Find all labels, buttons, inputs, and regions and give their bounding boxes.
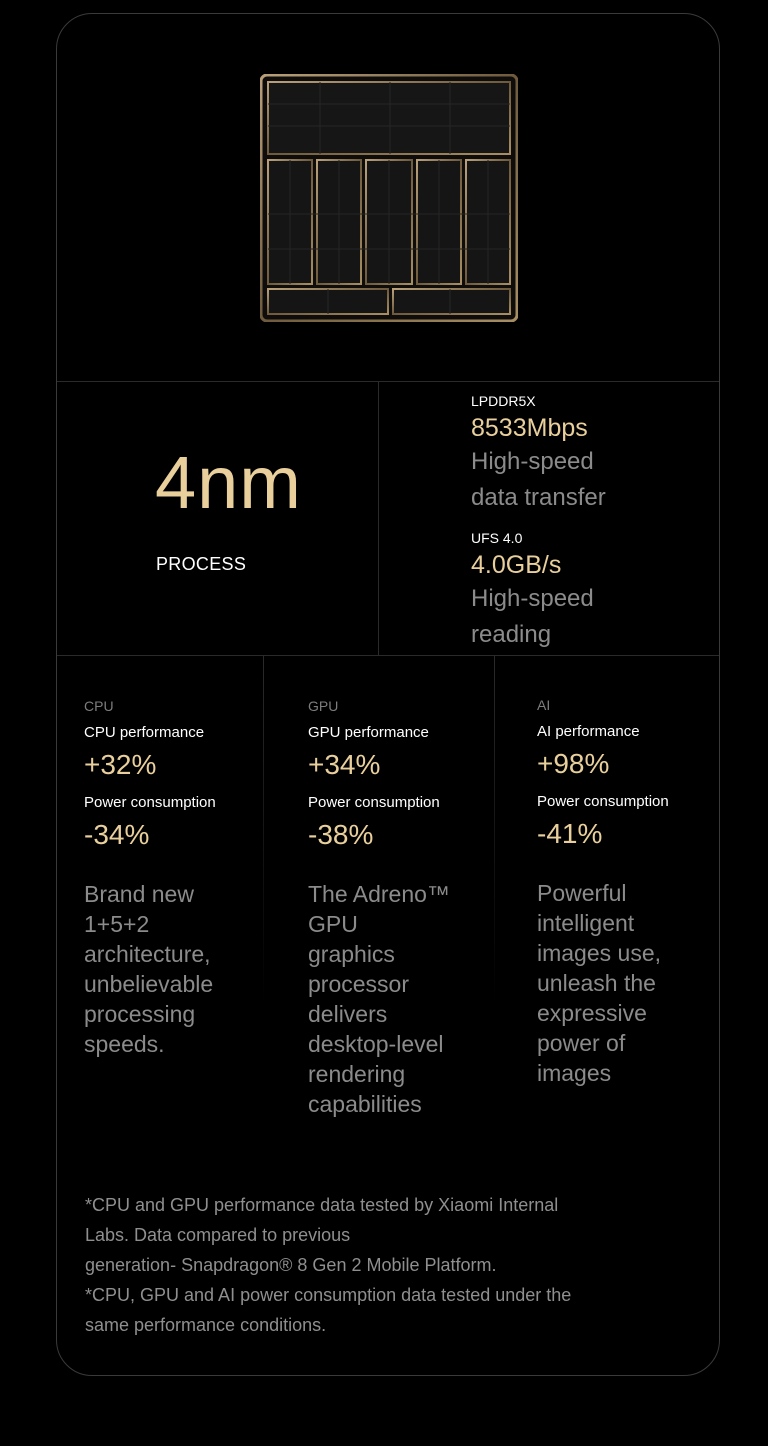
ai-perf-value: +98%: [537, 748, 610, 779]
divider-middle: [57, 655, 719, 656]
divider-top: [57, 381, 719, 382]
ai-category: AI: [537, 697, 551, 713]
divider-vertical-spec: [378, 381, 379, 655]
footnote-line: generation- Snapdragon® 8 Gen 2 Mobile Platform.: [85, 1255, 497, 1275]
memory-tag: LPDDR5X: [471, 393, 536, 409]
memory-spec: [471, 392, 711, 516]
cpu-column: [84, 697, 259, 1059]
spec-card: [56, 13, 720, 1376]
footnote-line: *CPU, GPU and AI power consumption data tested under the: [85, 1285, 572, 1305]
gpu-power-label: Power consumption: [308, 794, 440, 811]
cpu-description: Brand new 1+5+2 architecture, unbelievable processing speeds.: [84, 881, 214, 1057]
cpu-category: CPU: [84, 698, 114, 714]
footnote-line: same performance conditions.: [85, 1315, 327, 1335]
cpu-perf-label: CPU performance: [84, 724, 205, 741]
footnote-line: *CPU and GPU performance data tested by Xiaomi Internal: [85, 1195, 559, 1215]
footnote-line: Labs. Data compared to previous: [85, 1225, 351, 1245]
gpu-column: [308, 697, 488, 1119]
gpu-perf-value: +34%: [308, 749, 381, 780]
memory-value: 8533Mbps: [471, 414, 588, 442]
ai-power-value: -41%: [537, 818, 603, 849]
ai-perf-label: AI performance: [537, 723, 640, 740]
memory-desc-line2: data transfer: [471, 484, 606, 511]
cpu-power-label: Power consumption: [84, 794, 216, 811]
ai-description: Powerful intelligent images use, unleash the expressive power of images: [537, 880, 662, 1086]
cpu-power-value: -34%: [84, 819, 150, 850]
processor-chip-icon: [260, 74, 518, 322]
memory-desc-line1: High-speed: [471, 448, 594, 475]
storage-value: 4.0GB/s: [471, 551, 562, 579]
gpu-category: GPU: [308, 698, 339, 714]
storage-tag: UFS 4.0: [471, 530, 523, 546]
cpu-perf-value: +32%: [84, 749, 157, 780]
divider-col-1: [263, 656, 264, 1006]
divider-col-2: [494, 656, 495, 1006]
process-label: PROCESS: [156, 554, 247, 574]
storage-desc-line2: reading: [471, 621, 552, 648]
footnote: [85, 1190, 685, 1340]
storage-desc-line1: High-speed: [471, 585, 594, 612]
ai-column: [537, 696, 707, 1088]
gpu-description: The Adreno™ GPU graphics processor delivers desktop-level rendering capabilities: [308, 881, 450, 1117]
process-value: 4nm: [155, 441, 302, 524]
gpu-power-value: -38%: [308, 819, 374, 850]
storage-spec: [471, 529, 711, 653]
ai-power-label: Power consumption: [537, 793, 669, 810]
gpu-perf-label: GPU performance: [308, 724, 429, 741]
